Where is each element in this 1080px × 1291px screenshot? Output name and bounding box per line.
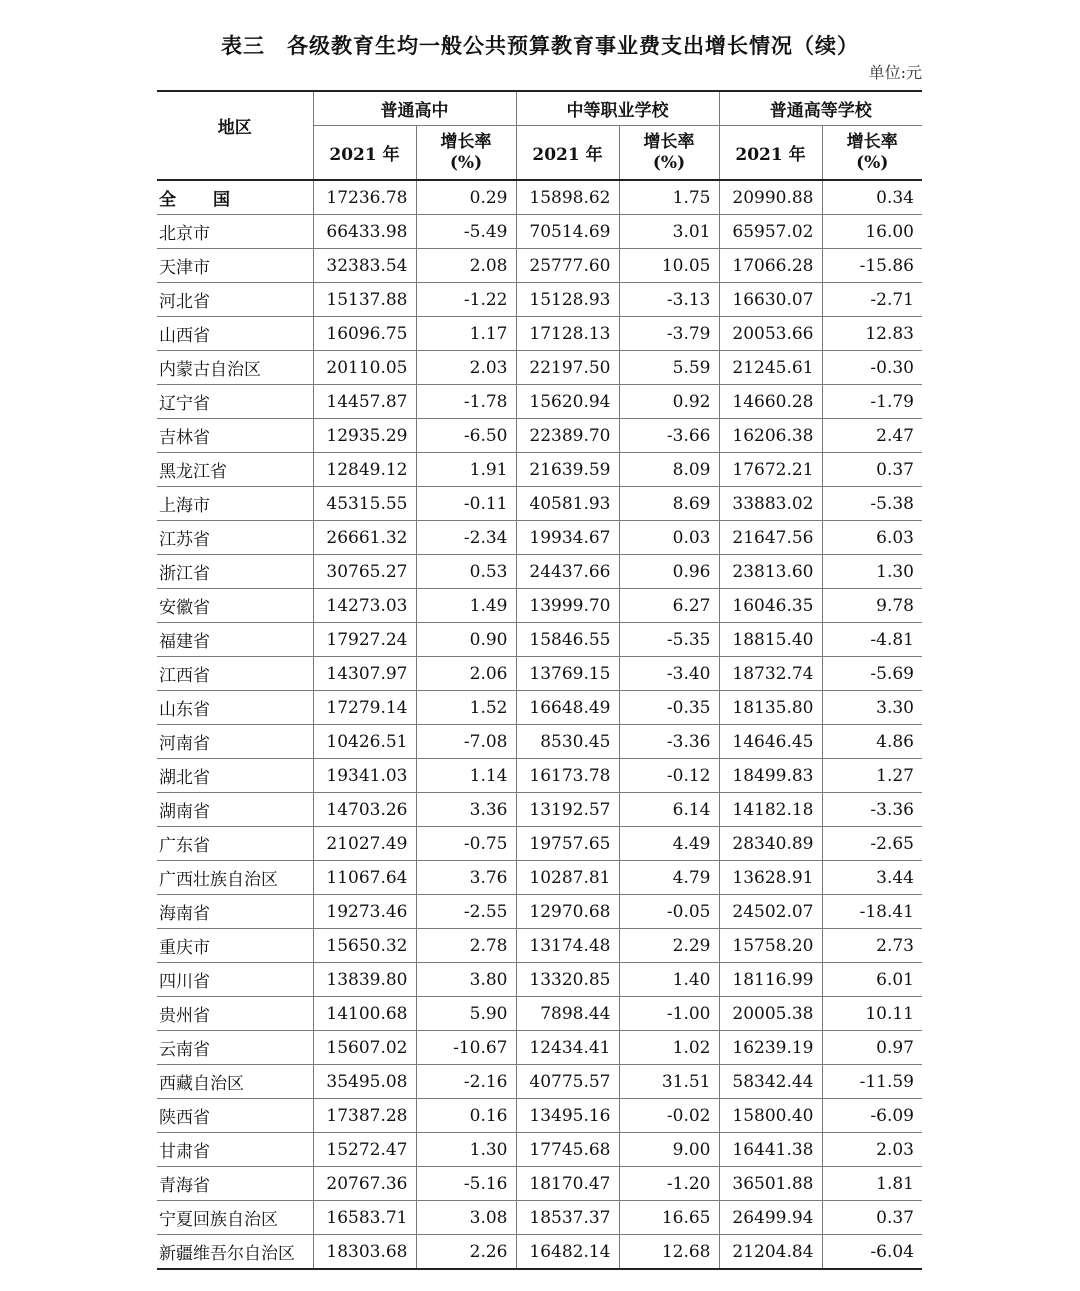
higher-ed-2021-cell: 28340.89 xyxy=(719,827,822,861)
vocational-rate-cell: 6.27 xyxy=(619,589,719,623)
vocational-2021-cell: 17128.13 xyxy=(516,317,619,351)
higher-ed-2021-cell: 24502.07 xyxy=(719,895,822,929)
expenditure-table xyxy=(157,90,922,1270)
vocational-2021-cell: 12434.41 xyxy=(516,1031,619,1065)
senior-high-rate-cell: -2.55 xyxy=(416,895,516,929)
table-row xyxy=(157,1099,922,1133)
senior-high-rate-cell: 2.26 xyxy=(416,1235,516,1270)
vocational-2021-cell: 18170.47 xyxy=(516,1167,619,1201)
table-row xyxy=(157,589,922,623)
vocational-rate-cell: 1.02 xyxy=(619,1031,719,1065)
senior-high-2021-cell: 20767.36 xyxy=(313,1167,416,1201)
region-cell: 海南省 xyxy=(157,895,313,929)
table-row xyxy=(157,487,922,521)
higher-ed-2021-cell: 65957.02 xyxy=(719,215,822,249)
vocational-rate-cell: -3.13 xyxy=(619,283,719,317)
senior-high-2021-cell: 10426.51 xyxy=(313,725,416,759)
higher-ed-2021-cell: 14182.18 xyxy=(719,793,822,827)
table-row xyxy=(157,1201,922,1235)
higher-ed-rate-cell: -6.09 xyxy=(822,1099,922,1133)
vocational-2021-cell: 8530.45 xyxy=(516,725,619,759)
senior-high-rate-cell: 3.08 xyxy=(416,1201,516,1235)
higher-ed-rate-cell: 2.03 xyxy=(822,1133,922,1167)
vocational-2021-cell: 15898.62 xyxy=(516,180,619,215)
region-cell: 上海市 xyxy=(157,487,313,521)
senior-high-2021-cell: 15607.02 xyxy=(313,1031,416,1065)
vocational-rate-cell: 31.51 xyxy=(619,1065,719,1099)
higher-ed-rate-cell: -4.81 xyxy=(822,623,922,657)
region-cell: 河南省 xyxy=(157,725,313,759)
table-row xyxy=(157,827,922,861)
vocational-2021-cell: 16648.49 xyxy=(516,691,619,725)
vocational-2021-cell: 13320.85 xyxy=(516,963,619,997)
senior-high-2021-cell: 12935.29 xyxy=(313,419,416,453)
senior-high-2021-cell: 15650.32 xyxy=(313,929,416,963)
table-row xyxy=(157,1133,922,1167)
vocational-rate-cell: -5.35 xyxy=(619,623,719,657)
higher-ed-2021-cell: 18116.99 xyxy=(719,963,822,997)
region-cell: 辽宁省 xyxy=(157,385,313,419)
vocational-rate-cell: -3.79 xyxy=(619,317,719,351)
senior-high-2021-cell: 16583.71 xyxy=(313,1201,416,1235)
region-cell: 山东省 xyxy=(157,691,313,725)
higher-ed-2021-cell: 20053.66 xyxy=(719,317,822,351)
vocational-2021-cell: 25777.60 xyxy=(516,249,619,283)
vocational-2021-cell: 21639.59 xyxy=(516,453,619,487)
table-row xyxy=(157,521,922,555)
unit-label: 单位:元 xyxy=(868,63,922,82)
vocational-rate-cell: -3.40 xyxy=(619,657,719,691)
higher-ed-2021-cell: 16441.38 xyxy=(719,1133,822,1167)
region-cell: 湖北省 xyxy=(157,759,313,793)
table-row xyxy=(157,351,922,385)
region-cell: 吉林省 xyxy=(157,419,313,453)
senior-high-2021-cell: 16096.75 xyxy=(313,317,416,351)
senior-high-rate-cell: -2.16 xyxy=(416,1065,516,1099)
table-row xyxy=(157,861,922,895)
region-cell: 青海省 xyxy=(157,1167,313,1201)
region-cell: 天津市 xyxy=(157,249,313,283)
region-cell: 湖南省 xyxy=(157,793,313,827)
higher-ed-2021-cell: 21245.61 xyxy=(719,351,822,385)
higher-ed-2021-cell: 36501.88 xyxy=(719,1167,822,1201)
vocational-2021-cell: 12970.68 xyxy=(516,895,619,929)
vocational-rate-cell: -0.12 xyxy=(619,759,719,793)
senior-high-2021-cell: 14457.87 xyxy=(313,385,416,419)
higher-ed-rate-cell: 1.27 xyxy=(822,759,922,793)
table-row xyxy=(157,997,922,1031)
region-cell: 贵州省 xyxy=(157,997,313,1031)
senior-high-rate-cell: 0.16 xyxy=(416,1099,516,1133)
vocational-2021-cell: 24437.66 xyxy=(516,555,619,589)
higher-ed-rate-cell: 1.81 xyxy=(822,1167,922,1201)
vocational-2021-cell: 16173.78 xyxy=(516,759,619,793)
higher-ed-2021-cell: 18732.74 xyxy=(719,657,822,691)
senior-high-rate-cell: 3.36 xyxy=(416,793,516,827)
region-cell: 四川省 xyxy=(157,963,313,997)
rate-header xyxy=(416,126,516,181)
vocational-rate-cell: -3.36 xyxy=(619,725,719,759)
vocational-rate-cell: -0.35 xyxy=(619,691,719,725)
senior-high-rate-cell: -2.34 xyxy=(416,521,516,555)
higher-ed-2021-cell: 14646.45 xyxy=(719,725,822,759)
higher-ed-2021-cell: 14660.28 xyxy=(719,385,822,419)
higher-ed-2021-cell: 15758.20 xyxy=(719,929,822,963)
vocational-2021-cell: 22389.70 xyxy=(516,419,619,453)
higher-ed-rate-cell: -5.38 xyxy=(822,487,922,521)
region-cell: 安徽省 xyxy=(157,589,313,623)
senior-high-rate-cell: -1.78 xyxy=(416,385,516,419)
table-row xyxy=(157,691,922,725)
higher-ed-rate-cell: -3.36 xyxy=(822,793,922,827)
rate-header-label: 增长率 xyxy=(440,131,492,152)
region-cell: 福建省 xyxy=(157,623,313,657)
senior-high-rate-cell: -5.16 xyxy=(416,1167,516,1201)
region-cell: 黑龙江省 xyxy=(157,453,313,487)
higher-ed-rate-cell: -15.86 xyxy=(822,249,922,283)
higher-ed-rate-cell: -1.79 xyxy=(822,385,922,419)
region-cell: 云南省 xyxy=(157,1031,313,1065)
table-row xyxy=(157,419,922,453)
higher-ed-rate-cell: -5.69 xyxy=(822,657,922,691)
higher-ed-2021-cell: 18815.40 xyxy=(719,623,822,657)
senior-high-2021-cell: 26661.32 xyxy=(313,521,416,555)
vocational-2021-cell: 40581.93 xyxy=(516,487,619,521)
senior-high-2021-cell: 32383.54 xyxy=(313,249,416,283)
senior-high-rate-cell: 3.76 xyxy=(416,861,516,895)
region-cell: 陕西省 xyxy=(157,1099,313,1133)
region-header: 地区 xyxy=(157,91,313,180)
vocational-2021-cell: 15128.93 xyxy=(516,283,619,317)
senior-high-2021-cell: 15137.88 xyxy=(313,283,416,317)
region-cell: 广西壮族自治区 xyxy=(157,861,313,895)
vocational-2021-cell: 13999.70 xyxy=(516,589,619,623)
senior-high-rate-cell: 1.14 xyxy=(416,759,516,793)
senior-high-rate-cell: 0.53 xyxy=(416,555,516,589)
higher-ed-2021-cell: 16046.35 xyxy=(719,589,822,623)
group-header-vocational: 中等职业学校 xyxy=(516,91,719,126)
table-row xyxy=(157,215,922,249)
higher-ed-2021-cell: 26499.94 xyxy=(719,1201,822,1235)
senior-high-rate-cell: -0.11 xyxy=(416,487,516,521)
higher-ed-rate-cell: 16.00 xyxy=(822,215,922,249)
vocational-rate-cell: 3.01 xyxy=(619,215,719,249)
region-cell: 河北省 xyxy=(157,283,313,317)
vocational-rate-cell: 1.40 xyxy=(619,963,719,997)
higher-ed-2021-cell: 16206.38 xyxy=(719,419,822,453)
higher-ed-2021-cell: 13628.91 xyxy=(719,861,822,895)
vocational-rate-cell: -0.02 xyxy=(619,1099,719,1133)
higher-ed-rate-cell: 0.97 xyxy=(822,1031,922,1065)
higher-ed-rate-cell: -2.65 xyxy=(822,827,922,861)
higher-ed-2021-cell: 16239.19 xyxy=(719,1031,822,1065)
senior-high-rate-cell: -0.75 xyxy=(416,827,516,861)
rate-header-unit: (%) xyxy=(449,152,483,173)
table-row xyxy=(157,623,922,657)
senior-high-rate-cell: 0.90 xyxy=(416,623,516,657)
senior-high-2021-cell: 15272.47 xyxy=(313,1133,416,1167)
vocational-rate-cell: 8.69 xyxy=(619,487,719,521)
table-row xyxy=(157,249,922,283)
higher-ed-rate-cell: 0.37 xyxy=(822,453,922,487)
vocational-rate-cell: 16.65 xyxy=(619,1201,719,1235)
senior-high-2021-cell: 45315.55 xyxy=(313,487,416,521)
vocational-rate-cell: -3.66 xyxy=(619,419,719,453)
senior-high-2021-cell: 11067.64 xyxy=(313,861,416,895)
senior-high-rate-cell: 1.52 xyxy=(416,691,516,725)
senior-high-2021-cell: 17927.24 xyxy=(313,623,416,657)
region-cell: 内蒙古自治区 xyxy=(157,351,313,385)
region-cell: 浙江省 xyxy=(157,555,313,589)
region-cell: 宁夏回族自治区 xyxy=(157,1201,313,1235)
senior-high-2021-cell: 35495.08 xyxy=(313,1065,416,1099)
senior-high-2021-cell: 13839.80 xyxy=(313,963,416,997)
senior-high-2021-cell: 14273.03 xyxy=(313,589,416,623)
vocational-rate-cell: 8.09 xyxy=(619,453,719,487)
senior-high-2021-cell: 17279.14 xyxy=(313,691,416,725)
senior-high-2021-cell: 21027.49 xyxy=(313,827,416,861)
vocational-2021-cell: 19934.67 xyxy=(516,521,619,555)
rate-header-unit: (%) xyxy=(856,152,889,173)
table-row xyxy=(157,657,922,691)
vocational-2021-cell: 40775.57 xyxy=(516,1065,619,1099)
higher-ed-rate-cell: -11.59 xyxy=(822,1065,922,1099)
higher-ed-2021-cell: 20990.88 xyxy=(719,180,822,215)
higher-ed-rate-cell: 0.37 xyxy=(822,1201,922,1235)
vocational-rate-cell: 12.68 xyxy=(619,1235,719,1270)
senior-high-2021-cell: 30765.27 xyxy=(313,555,416,589)
senior-high-rate-cell: 2.03 xyxy=(416,351,516,385)
senior-high-2021-cell: 19273.46 xyxy=(313,895,416,929)
table-row xyxy=(157,725,922,759)
higher-ed-2021-cell: 20005.38 xyxy=(719,997,822,1031)
higher-ed-rate-cell: 2.73 xyxy=(822,929,922,963)
vocational-rate-cell: 4.79 xyxy=(619,861,719,895)
vocational-2021-cell: 15846.55 xyxy=(516,623,619,657)
higher-ed-2021-cell: 21204.84 xyxy=(719,1235,822,1270)
table-row xyxy=(157,963,922,997)
higher-ed-2021-cell: 15800.40 xyxy=(719,1099,822,1133)
vocational-rate-cell: -0.05 xyxy=(619,895,719,929)
table-row xyxy=(157,793,922,827)
vocational-2021-cell: 22197.50 xyxy=(516,351,619,385)
vocational-rate-cell: 1.75 xyxy=(619,180,719,215)
table-row xyxy=(157,1167,922,1201)
higher-ed-2021-cell: 21647.56 xyxy=(719,521,822,555)
senior-high-rate-cell: -5.49 xyxy=(416,215,516,249)
senior-high-rate-cell: -6.50 xyxy=(416,419,516,453)
senior-high-rate-cell: 1.30 xyxy=(416,1133,516,1167)
higher-ed-2021-cell: 16630.07 xyxy=(719,283,822,317)
vocational-2021-cell: 17745.68 xyxy=(516,1133,619,1167)
table-row xyxy=(157,283,922,317)
rate-header xyxy=(619,126,719,181)
senior-high-2021-cell: 19341.03 xyxy=(313,759,416,793)
region-cell: 新疆维吾尔自治区 xyxy=(157,1235,313,1270)
vocational-rate-cell: -1.00 xyxy=(619,997,719,1031)
region-cell: 广东省 xyxy=(157,827,313,861)
senior-high-2021-cell: 18303.68 xyxy=(313,1235,416,1270)
senior-high-rate-cell: 3.80 xyxy=(416,963,516,997)
vocational-rate-cell: 2.29 xyxy=(619,929,719,963)
senior-high-rate-cell: 1.17 xyxy=(416,317,516,351)
higher-ed-rate-cell: 9.78 xyxy=(822,589,922,623)
vocational-rate-cell: 0.96 xyxy=(619,555,719,589)
region-cell: 北京市 xyxy=(157,215,313,249)
vocational-2021-cell: 13769.15 xyxy=(516,657,619,691)
region-cell: 甘肃省 xyxy=(157,1133,313,1167)
senior-high-rate-cell: 0.29 xyxy=(416,180,516,215)
higher-ed-rate-cell: -2.71 xyxy=(822,283,922,317)
table-row xyxy=(157,317,922,351)
year-header: 2021 年 xyxy=(516,126,619,181)
vocational-2021-cell: 13192.57 xyxy=(516,793,619,827)
vocational-2021-cell: 16482.14 xyxy=(516,1235,619,1270)
table-row xyxy=(157,895,922,929)
table-row xyxy=(157,1235,922,1270)
senior-high-2021-cell: 17236.78 xyxy=(313,180,416,215)
higher-ed-rate-cell: 3.44 xyxy=(822,861,922,895)
senior-high-rate-cell: -10.67 xyxy=(416,1031,516,1065)
rate-header-unit: (%) xyxy=(652,152,686,173)
region-cell: 江苏省 xyxy=(157,521,313,555)
higher-ed-rate-cell: 6.03 xyxy=(822,521,922,555)
vocational-2021-cell: 15620.94 xyxy=(516,385,619,419)
senior-high-2021-cell: 17387.28 xyxy=(313,1099,416,1133)
higher-ed-rate-cell: 0.34 xyxy=(822,180,922,215)
senior-high-rate-cell: 1.49 xyxy=(416,589,516,623)
table-row xyxy=(157,385,922,419)
region-cell: 西藏自治区 xyxy=(157,1065,313,1099)
senior-high-rate-cell: 5.90 xyxy=(416,997,516,1031)
higher-ed-rate-cell: 12.83 xyxy=(822,317,922,351)
vocational-2021-cell: 13495.16 xyxy=(516,1099,619,1133)
senior-high-rate-cell: 1.91 xyxy=(416,453,516,487)
vocational-rate-cell: 0.92 xyxy=(619,385,719,419)
vocational-rate-cell: 6.14 xyxy=(619,793,719,827)
year-header: 2021 年 xyxy=(719,126,822,181)
table-row xyxy=(157,180,922,215)
senior-high-2021-cell: 20110.05 xyxy=(313,351,416,385)
vocational-rate-cell: -1.20 xyxy=(619,1167,719,1201)
region-cell: 江西省 xyxy=(157,657,313,691)
higher-ed-2021-cell: 18135.80 xyxy=(719,691,822,725)
higher-ed-2021-cell: 58342.44 xyxy=(719,1065,822,1099)
region-cell: 山西省 xyxy=(157,317,313,351)
vocational-2021-cell: 7898.44 xyxy=(516,997,619,1031)
table-row xyxy=(157,453,922,487)
higher-ed-rate-cell: 3.30 xyxy=(822,691,922,725)
vocational-rate-cell: 9.00 xyxy=(619,1133,719,1167)
senior-high-rate-cell: -1.22 xyxy=(416,283,516,317)
higher-ed-rate-cell: -0.30 xyxy=(822,351,922,385)
senior-high-rate-cell: -7.08 xyxy=(416,725,516,759)
vocational-rate-cell: 0.03 xyxy=(619,521,719,555)
vocational-rate-cell: 10.05 xyxy=(619,249,719,283)
rate-header-label: 增长率 xyxy=(643,131,695,152)
higher-ed-rate-cell: 1.30 xyxy=(822,555,922,589)
vocational-2021-cell: 19757.65 xyxy=(516,827,619,861)
table-row xyxy=(157,759,922,793)
higher-ed-2021-cell: 33883.02 xyxy=(719,487,822,521)
table-row xyxy=(157,555,922,589)
higher-ed-rate-cell: -18.41 xyxy=(822,895,922,929)
table-row xyxy=(157,1065,922,1099)
rate-header-label: 增长率 xyxy=(846,131,898,152)
higher-ed-2021-cell: 17066.28 xyxy=(719,249,822,283)
table-title: 表三 各级教育生均一般公共预算教育事业费支出增长情况（续） xyxy=(221,33,859,58)
senior-high-2021-cell: 14307.97 xyxy=(313,657,416,691)
table-row xyxy=(157,929,922,963)
senior-high-rate-cell: 2.06 xyxy=(416,657,516,691)
rate-header xyxy=(822,126,922,181)
higher-ed-rate-cell: -6.04 xyxy=(822,1235,922,1270)
vocational-2021-cell: 13174.48 xyxy=(516,929,619,963)
region-cell: 全 国 xyxy=(157,180,313,215)
higher-ed-2021-cell: 17672.21 xyxy=(719,453,822,487)
table-header xyxy=(157,91,922,180)
higher-ed-rate-cell: 2.47 xyxy=(822,419,922,453)
senior-high-2021-cell: 12849.12 xyxy=(313,453,416,487)
vocational-rate-cell: 4.49 xyxy=(619,827,719,861)
higher-ed-rate-cell: 4.86 xyxy=(822,725,922,759)
senior-high-2021-cell: 66433.98 xyxy=(313,215,416,249)
region-cell: 重庆市 xyxy=(157,929,313,963)
higher-ed-rate-cell: 10.11 xyxy=(822,997,922,1031)
vocational-rate-cell: 5.59 xyxy=(619,351,719,385)
senior-high-2021-cell: 14703.26 xyxy=(313,793,416,827)
higher-ed-2021-cell: 18499.83 xyxy=(719,759,822,793)
senior-high-2021-cell: 14100.68 xyxy=(313,997,416,1031)
table-body xyxy=(157,180,922,1269)
higher-ed-rate-cell: 6.01 xyxy=(822,963,922,997)
vocational-2021-cell: 10287.81 xyxy=(516,861,619,895)
group-header-senior-high: 普通高中 xyxy=(313,91,516,126)
higher-ed-2021-cell: 23813.60 xyxy=(719,555,822,589)
senior-high-rate-cell: 2.08 xyxy=(416,249,516,283)
group-header-higher-ed: 普通高等学校 xyxy=(719,91,922,126)
year-header: 2021 年 xyxy=(313,126,416,181)
senior-high-rate-cell: 2.78 xyxy=(416,929,516,963)
vocational-2021-cell: 70514.69 xyxy=(516,215,619,249)
vocational-2021-cell: 18537.37 xyxy=(516,1201,619,1235)
table-row xyxy=(157,1031,922,1065)
